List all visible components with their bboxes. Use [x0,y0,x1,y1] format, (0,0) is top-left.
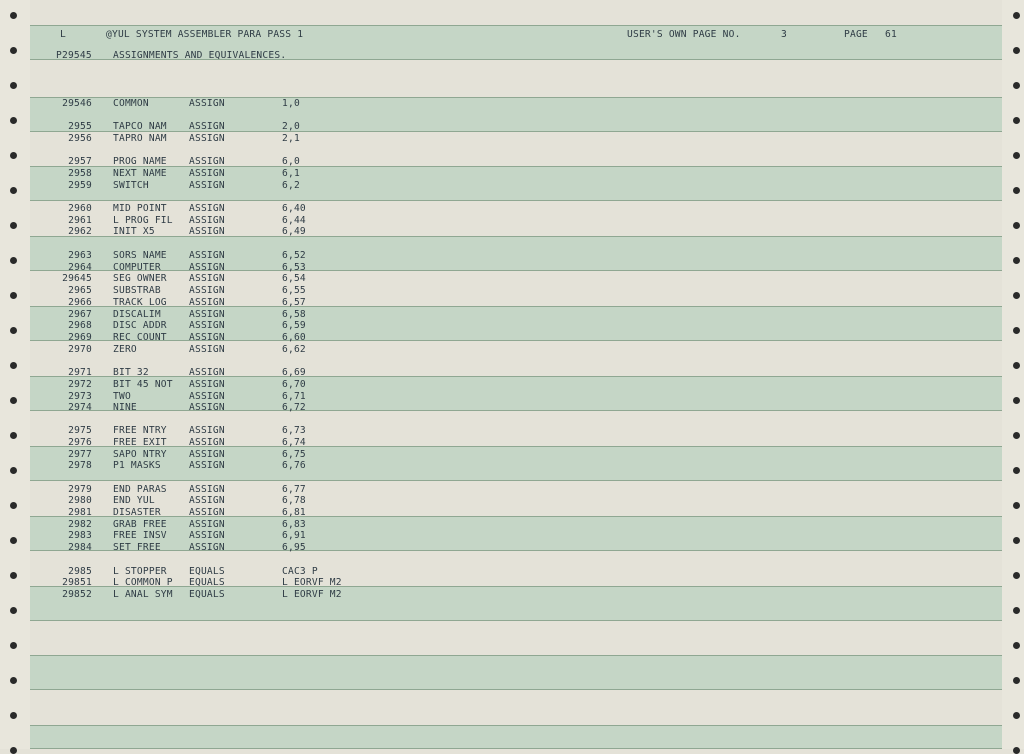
row-name: SEG OWNER [113,273,167,284]
row-value: 6,73 [282,425,306,436]
tractor-hole [10,502,17,509]
row-name: GRAB FREE [113,519,167,530]
row-value: 6,59 [282,320,306,331]
tractor-hole [10,292,17,299]
tractor-hole [10,12,17,19]
header-title: @YUL SYSTEM ASSEMBLER PARA PASS 1 [106,29,304,40]
row-line: 2962 [68,226,92,237]
tractor-hole [10,572,17,579]
paper-band [30,655,1002,690]
tractor-hole [1013,397,1020,404]
tractor-hole [1013,467,1020,474]
tractor-hole [10,362,17,369]
row-line: 2975 [68,425,92,436]
row-line: 2956 [68,133,92,144]
tractor-hole [10,642,17,649]
paper-band [30,376,1002,411]
tractor-hole [1013,572,1020,579]
row-name: L ANAL SYM [113,589,173,600]
tractor-hole [1013,747,1020,754]
row-op: ASSIGN [189,262,225,273]
row-value: 6,40 [282,203,306,214]
row-value: 6,1 [282,168,300,179]
tractor-hole [10,47,17,54]
tractor-hole [10,222,17,229]
right-tractor-margin [1002,0,1024,749]
section-title: ASSIGNMENTS AND EQUIVALENCES. [113,50,287,61]
row-line: 2970 [68,344,92,355]
section-id: P29545 [56,50,92,61]
row-value: 6,95 [282,542,306,553]
row-name: DISCALIM [113,309,161,320]
row-value: 6,83 [282,519,306,530]
row-name: SORS NAME [113,250,167,261]
row-value: 6,69 [282,367,306,378]
tractor-hole [1013,12,1020,19]
row-op: ASSIGN [189,530,225,541]
row-op: ASSIGN [189,519,225,530]
row-name: END YUL [113,495,155,506]
row-name: FREE INSV [113,530,167,541]
tractor-hole [10,117,17,124]
row-value: 6,52 [282,250,306,261]
row-op: EQUALS [189,577,225,588]
row-value: L EORVF M2 [282,589,342,600]
tractor-hole [10,327,17,334]
tractor-hole [10,82,17,89]
row-op: ASSIGN [189,273,225,284]
row-name: COMPUTER [113,262,161,273]
row-op: ASSIGN [189,215,225,226]
row-name: TAPRO NAM [113,133,167,144]
row-line: 29852 [62,589,92,600]
row-name: NEXT NAME [113,168,167,179]
tractor-hole [1013,362,1020,369]
row-line: 2957 [68,156,92,167]
row-line: 2982 [68,519,92,530]
row-line: 2980 [68,495,92,506]
tractor-hole [10,747,17,754]
row-value: 6,72 [282,402,306,413]
paper-band [30,725,1002,749]
row-value: 2,1 [282,133,300,144]
row-op: ASSIGN [189,507,225,518]
tractor-hole [1013,82,1020,89]
row-value: 6,55 [282,285,306,296]
row-value: 6,76 [282,460,306,471]
row-op: ASSIGN [189,367,225,378]
tractor-hole [10,677,17,684]
tractor-hole [1013,47,1020,54]
row-op: ASSIGN [189,297,225,308]
paper-band [30,306,1002,341]
row-op: ASSIGN [189,495,225,506]
row-line: 2968 [68,320,92,331]
row-name: COMMON [113,98,149,109]
row-op: ASSIGN [189,542,225,553]
row-line: 2985 [68,566,92,577]
row-value: CAC3 P [282,566,318,577]
tractor-hole [10,257,17,264]
row-op: ASSIGN [189,180,225,191]
tractor-hole [1013,327,1020,334]
row-value: 6,58 [282,309,306,320]
row-name: P1 MASKS [113,460,161,471]
row-line: 29546 [62,98,92,109]
row-value: 6,0 [282,156,300,167]
paper-band [30,97,1002,132]
tractor-hole [1013,712,1020,719]
row-line: 2978 [68,460,92,471]
tractor-hole [1013,432,1020,439]
tractor-hole [10,152,17,159]
row-line: 2973 [68,391,92,402]
row-value: 6,53 [282,262,306,273]
tractor-hole [1013,537,1020,544]
row-op: ASSIGN [189,168,225,179]
row-line: 2958 [68,168,92,179]
row-line: 2960 [68,203,92,214]
tractor-hole [1013,292,1020,299]
row-line: 2969 [68,332,92,343]
tractor-hole [10,712,17,719]
row-line: 2977 [68,449,92,460]
row-name: SET FREE [113,542,161,553]
row-value: 6,62 [282,344,306,355]
row-name: FREE EXIT [113,437,167,448]
users-page-label: USER'S OWN PAGE NO. [627,29,741,40]
paper-band [30,516,1002,551]
row-name: L STOPPER [113,566,167,577]
row-line: 2983 [68,530,92,541]
row-value: 6,75 [282,449,306,460]
row-value: 6,2 [282,180,300,191]
tractor-hole [10,607,17,614]
header-marker: L [60,29,66,40]
row-line: 2959 [68,180,92,191]
tractor-hole [1013,607,1020,614]
row-op: ASSIGN [189,285,225,296]
row-name: PROG NAME [113,156,167,167]
tractor-hole [1013,502,1020,509]
row-op: ASSIGN [189,484,225,495]
tractor-hole [1013,117,1020,124]
row-name: SUBSTRAB [113,285,161,296]
row-name: FREE NTRY [113,425,167,436]
row-value: 6,77 [282,484,306,495]
row-value: 6,49 [282,226,306,237]
row-value: 6,91 [282,530,306,541]
row-line: 2964 [68,262,92,273]
row-op: ASSIGN [189,133,225,144]
row-op: ASSIGN [189,250,225,261]
row-op: ASSIGN [189,379,225,390]
row-line: 2966 [68,297,92,308]
row-name: MID POINT [113,203,167,214]
row-name: L PROG FIL [113,215,173,226]
row-op: ASSIGN [189,425,225,436]
row-line: 2961 [68,215,92,226]
row-op: ASSIGN [189,391,225,402]
row-op: ASSIGN [189,320,225,331]
row-line: 2955 [68,121,92,132]
row-value: 6,44 [282,215,306,226]
row-op: ASSIGN [189,156,225,167]
row-name: TWO [113,391,131,402]
row-line: 29851 [62,577,92,588]
tractor-hole [1013,642,1020,649]
row-name: BIT 45 NOT [113,379,173,390]
row-name: DISASTER [113,507,161,518]
users-page-number: 3 [781,29,787,40]
tractor-hole [10,537,17,544]
row-name: END PARAS [113,484,167,495]
row-op: ASSIGN [189,121,225,132]
tractor-hole [10,467,17,474]
paper-band [30,586,1002,621]
row-name: DISC ADDR [113,320,167,331]
row-op: EQUALS [189,589,225,600]
row-value: 6,74 [282,437,306,448]
paper-band [30,166,1002,201]
tractor-hole [1013,187,1020,194]
row-line: 2984 [68,542,92,553]
row-op: ASSIGN [189,437,225,448]
row-op: ASSIGN [189,98,225,109]
row-line: 2976 [68,437,92,448]
row-line: 2965 [68,285,92,296]
row-value: 6,57 [282,297,306,308]
row-name: SWITCH [113,180,149,191]
row-value: 6,78 [282,495,306,506]
row-line: 2967 [68,309,92,320]
row-name: SAPO NTRY [113,449,167,460]
row-value: 6,70 [282,379,306,390]
left-tractor-margin [0,0,30,749]
row-line: 2971 [68,367,92,378]
row-value: 1,0 [282,98,300,109]
paper-band [30,236,1002,271]
row-op: ASSIGN [189,449,225,460]
paper-band [30,446,1002,481]
tractor-hole [10,187,17,194]
row-value: 6,71 [282,391,306,402]
row-op: ASSIGN [189,309,225,320]
row-line: 2979 [68,484,92,495]
tractor-hole [1013,152,1020,159]
tractor-hole [10,397,17,404]
row-value: L EORVF M2 [282,577,342,588]
row-line: 2974 [68,402,92,413]
row-op: ASSIGN [189,344,225,355]
row-line: 2981 [68,507,92,518]
page-label: PAGE [844,29,868,40]
tractor-hole [1013,257,1020,264]
row-name: L COMMON P [113,577,173,588]
tractor-hole [1013,222,1020,229]
row-line: 29645 [62,273,92,284]
row-value: 6,54 [282,273,306,284]
row-value: 6,60 [282,332,306,343]
tractor-hole [10,432,17,439]
row-name: BIT 32 [113,367,149,378]
row-name: ZERO [113,344,137,355]
row-value: 6,81 [282,507,306,518]
row-name: TAPCO NAM [113,121,167,132]
tractor-hole [1013,677,1020,684]
row-op: ASSIGN [189,226,225,237]
row-name: REC COUNT [113,332,167,343]
row-name: TRACK LOG [113,297,167,308]
row-op: ASSIGN [189,332,225,343]
row-name: NINE [113,402,137,413]
row-line: 2963 [68,250,92,261]
page-number: 61 [885,29,897,40]
row-op: EQUALS [189,566,225,577]
row-op: ASSIGN [189,460,225,471]
row-line: 2972 [68,379,92,390]
row-op: ASSIGN [189,203,225,214]
row-op: ASSIGN [189,402,225,413]
row-name: INIT X5 [113,226,155,237]
row-value: 2,0 [282,121,300,132]
